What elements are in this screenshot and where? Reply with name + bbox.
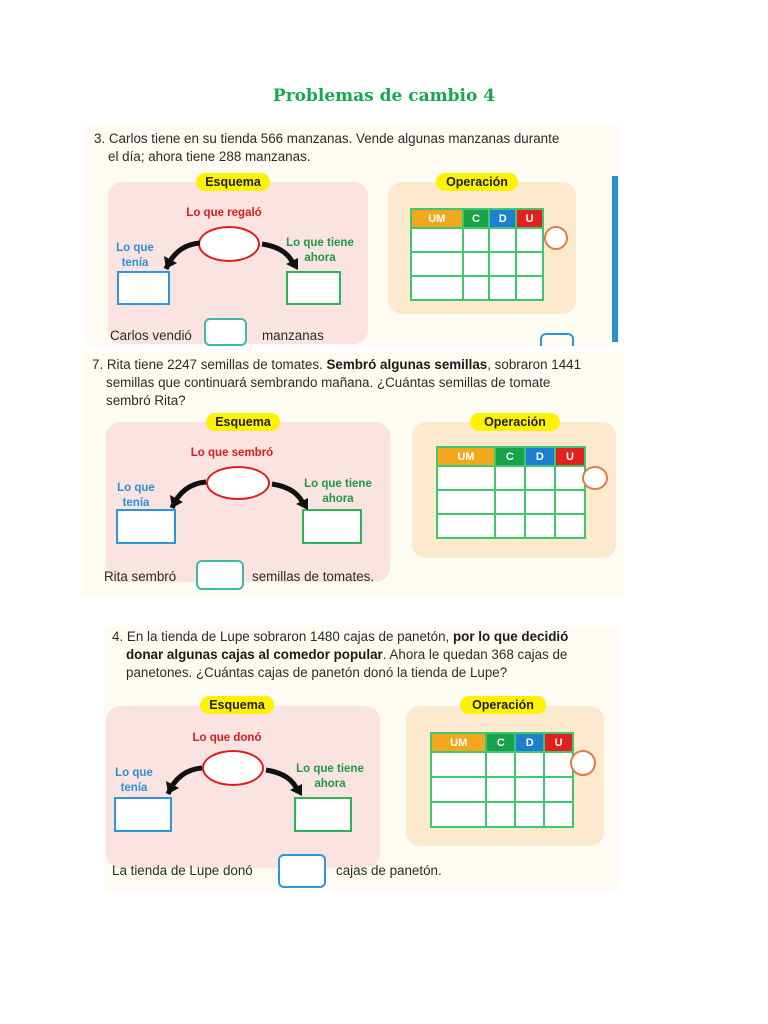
grid-cell[interactable] — [555, 514, 585, 538]
arrow-left-icon — [166, 764, 206, 796]
decorative-edge-shape — [612, 176, 618, 342]
schema-heading: Esquema — [200, 696, 274, 714]
middle-ellipse[interactable] — [202, 750, 264, 786]
answer-box[interactable] — [278, 854, 326, 888]
label-final: Lo que tiene ahora — [304, 478, 372, 505]
schema-heading: Esquema — [196, 173, 270, 191]
column-u: U — [516, 209, 543, 228]
grid-cell[interactable] — [463, 276, 490, 300]
grid-cell[interactable] — [437, 490, 495, 514]
grid-cell[interactable] — [411, 252, 463, 276]
answer-suffix: semillas de tomates. — [252, 569, 375, 584]
initial-box[interactable] — [114, 797, 172, 832]
grid-cell[interactable] — [489, 228, 516, 252]
grid-cell[interactable] — [437, 514, 495, 538]
column-d: D — [489, 209, 516, 228]
column-u: U — [544, 733, 573, 752]
page-title: Problemas de cambio 4 — [272, 86, 496, 106]
column-um: UM — [411, 209, 463, 228]
answer-prefix: La tienda de Lupe donó — [112, 863, 253, 878]
middle-ellipse[interactable] — [198, 226, 260, 262]
grid-cell[interactable] — [515, 802, 544, 827]
grid-cell[interactable] — [411, 228, 463, 252]
label-initial: Lo que tenía — [116, 242, 154, 269]
middle-label: Lo que sembró — [190, 447, 274, 459]
column-um: UM — [431, 733, 486, 752]
column-u: U — [555, 447, 585, 466]
grid-cell[interactable] — [463, 228, 490, 252]
grid-cell[interactable] — [516, 276, 543, 300]
initial-box[interactable] — [117, 271, 170, 305]
grid-cell[interactable] — [555, 490, 585, 514]
grid-cell[interactable] — [516, 252, 543, 276]
column-d: D — [515, 733, 544, 752]
label-final: Lo que tiene ahora — [286, 237, 354, 264]
operation-grid — [430, 732, 574, 828]
column-um: UM — [437, 447, 495, 466]
grid-cell[interactable] — [516, 228, 543, 252]
grid-cell[interactable] — [437, 466, 495, 490]
grid-cell[interactable] — [495, 514, 525, 538]
grid-cell[interactable] — [525, 490, 555, 514]
operation-sign-oval[interactable] — [544, 226, 568, 250]
arrow-left-icon — [170, 478, 210, 510]
middle-label: Lo que donó — [192, 732, 262, 744]
column-c: C — [463, 209, 490, 228]
operation-grid — [410, 208, 544, 301]
problem-card-7 — [82, 352, 624, 598]
operation-sign-oval[interactable] — [570, 750, 596, 776]
problem-statement: 3. Carlos tiene en su tienda 566 manzanas. Vende algunas manzanas durante el día; ahora tiene 288 manzanas. — [94, 131, 560, 164]
middle-label: Lo que regaló — [186, 207, 262, 219]
grid-cell[interactable] — [544, 802, 573, 827]
problem-card-3 — [84, 124, 620, 346]
grid-cell[interactable] — [486, 752, 515, 777]
grid-cell[interactable] — [431, 802, 486, 827]
grid-cell[interactable] — [489, 276, 516, 300]
label-final: Lo que tiene ahora — [296, 763, 364, 790]
middle-ellipse[interactable] — [206, 466, 270, 500]
grid-cell[interactable] — [515, 752, 544, 777]
initial-box[interactable] — [116, 509, 176, 544]
problem-statement: 7. Rita tiene 2247 semillas de tomates. Sembró algunas semillas, sobraron 1441 semillas que continuará sembrando mañana. ¿Cuántas semillas de tomate sembró Rita? — [92, 357, 582, 408]
grid-cell[interactable] — [544, 777, 573, 802]
column-c: C — [495, 447, 525, 466]
grid-cell[interactable] — [486, 802, 515, 827]
answer-prefix: Rita sembró — [104, 569, 177, 584]
grid-cell[interactable] — [489, 252, 516, 276]
operation-heading: Operación — [460, 696, 546, 714]
answer-suffix: manzanas — [262, 328, 324, 343]
final-box[interactable] — [302, 509, 362, 544]
grid-cell[interactable] — [495, 490, 525, 514]
answer-box[interactable] — [196, 560, 244, 590]
label-initial: Lo que tenía — [117, 482, 155, 509]
final-box[interactable] — [294, 797, 352, 832]
arrow-right-icon — [264, 766, 304, 798]
schema-heading: Esquema — [206, 413, 280, 431]
arrow-left-icon — [164, 239, 204, 271]
operation-heading: Operación — [436, 173, 518, 191]
arrow-right-icon — [270, 480, 310, 512]
grid-cell[interactable] — [525, 466, 555, 490]
grid-cell[interactable] — [463, 252, 490, 276]
grid-cell[interactable] — [486, 777, 515, 802]
problem-card-4 — [104, 626, 620, 890]
grid-cell[interactable] — [525, 514, 555, 538]
grid-cell[interactable] — [431, 777, 486, 802]
answer-suffix: cajas de panetón. — [336, 863, 442, 878]
answer-prefix: Carlos vendió — [110, 328, 192, 343]
grid-cell[interactable] — [495, 466, 525, 490]
problem-statement: 4. En la tienda de Lupe sobraron 1480 cajas de panetón, por lo que decidió donar algunas cajas al comedor popular. Ahora le quedan 368 cajas de panetones. ¿Cuántas cajas de panetón donó la tienda de Lupe? — [112, 629, 569, 680]
answer-box[interactable] — [204, 318, 247, 346]
grid-cell[interactable] — [411, 276, 463, 300]
grid-cell[interactable] — [515, 777, 544, 802]
grid-cell[interactable] — [555, 466, 585, 490]
operation-heading: Operación — [470, 413, 560, 431]
arrow-right-icon — [260, 240, 300, 272]
grid-cell[interactable] — [544, 752, 573, 777]
column-c: C — [486, 733, 515, 752]
operation-grid — [436, 446, 586, 539]
decorative-edge-shape — [540, 333, 574, 346]
label-initial: Lo que tenía — [115, 767, 153, 794]
grid-cell[interactable] — [431, 752, 486, 777]
operation-sign-oval[interactable] — [582, 466, 608, 490]
column-d: D — [525, 447, 555, 466]
final-box[interactable] — [286, 271, 341, 305]
